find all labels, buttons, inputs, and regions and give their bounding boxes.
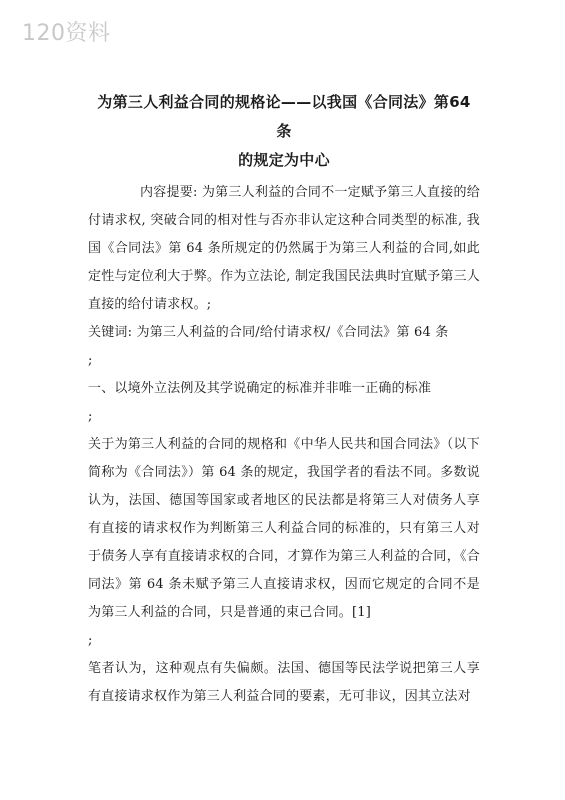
watermark-logo: 120资料	[22, 21, 111, 46]
separator-semicolon: ;	[88, 633, 93, 648]
body-paragraph: 关于为第三人利益的合同的规格和《中华人民共和国合同法》（以下简称为《合同法》）第 64 条的规定，我国学者的看法不同。多数说认为，法国、德国等国家或者地区的民法都是将第三人对债务人享有直接的请求权作为判断第三人利益合同的标准的，只有第三人对于债务人享有直接请求权的合同，才算作为第三人利益的合同，《合同法》第 64 条未赋予第三人直接请求权，因而它规定的合同不是为第三人利益的合同，只是普通的束己合同。[1]	[88, 437, 480, 620]
abstract-paragraph: 内容提要: 为第三人利益的合同不一定赋予第三人直接的给付请求权, 突破合同的相对性与否亦非认定这种合同类型的标准, 我国《合同法》第 64 条所规定的仍然属于为第三人利益的合同,如此定性与定位利大于弊。作为立法论, 制定我国民法典时宜赋予第三人直接的给付请求权。;	[88, 185, 480, 312]
separator-semicolon: ;	[88, 353, 93, 368]
separator-semicolon: ;	[88, 409, 93, 424]
document-title-line-1: 为第三人利益合同的规格论——以我国《合同法》第64 条	[97, 93, 471, 140]
body-paragraph: 笔者认为，这种观点有失偏颇。法国、德国等民法学说把第三人享有直接请求权作为第三人利益合同的要素，无可非议，因其立法对	[88, 661, 480, 704]
document-body	[88, 88, 480, 711]
section-heading: 一、以境外立法例及其学说确定的标准并非唯一正确的标准	[88, 381, 432, 396]
document-title-line-2: 的规定为中心	[238, 151, 330, 169]
keywords-line: 关键词: 为第三人利益的合同/给付请求权/《合同法》第 64 条	[88, 325, 449, 340]
